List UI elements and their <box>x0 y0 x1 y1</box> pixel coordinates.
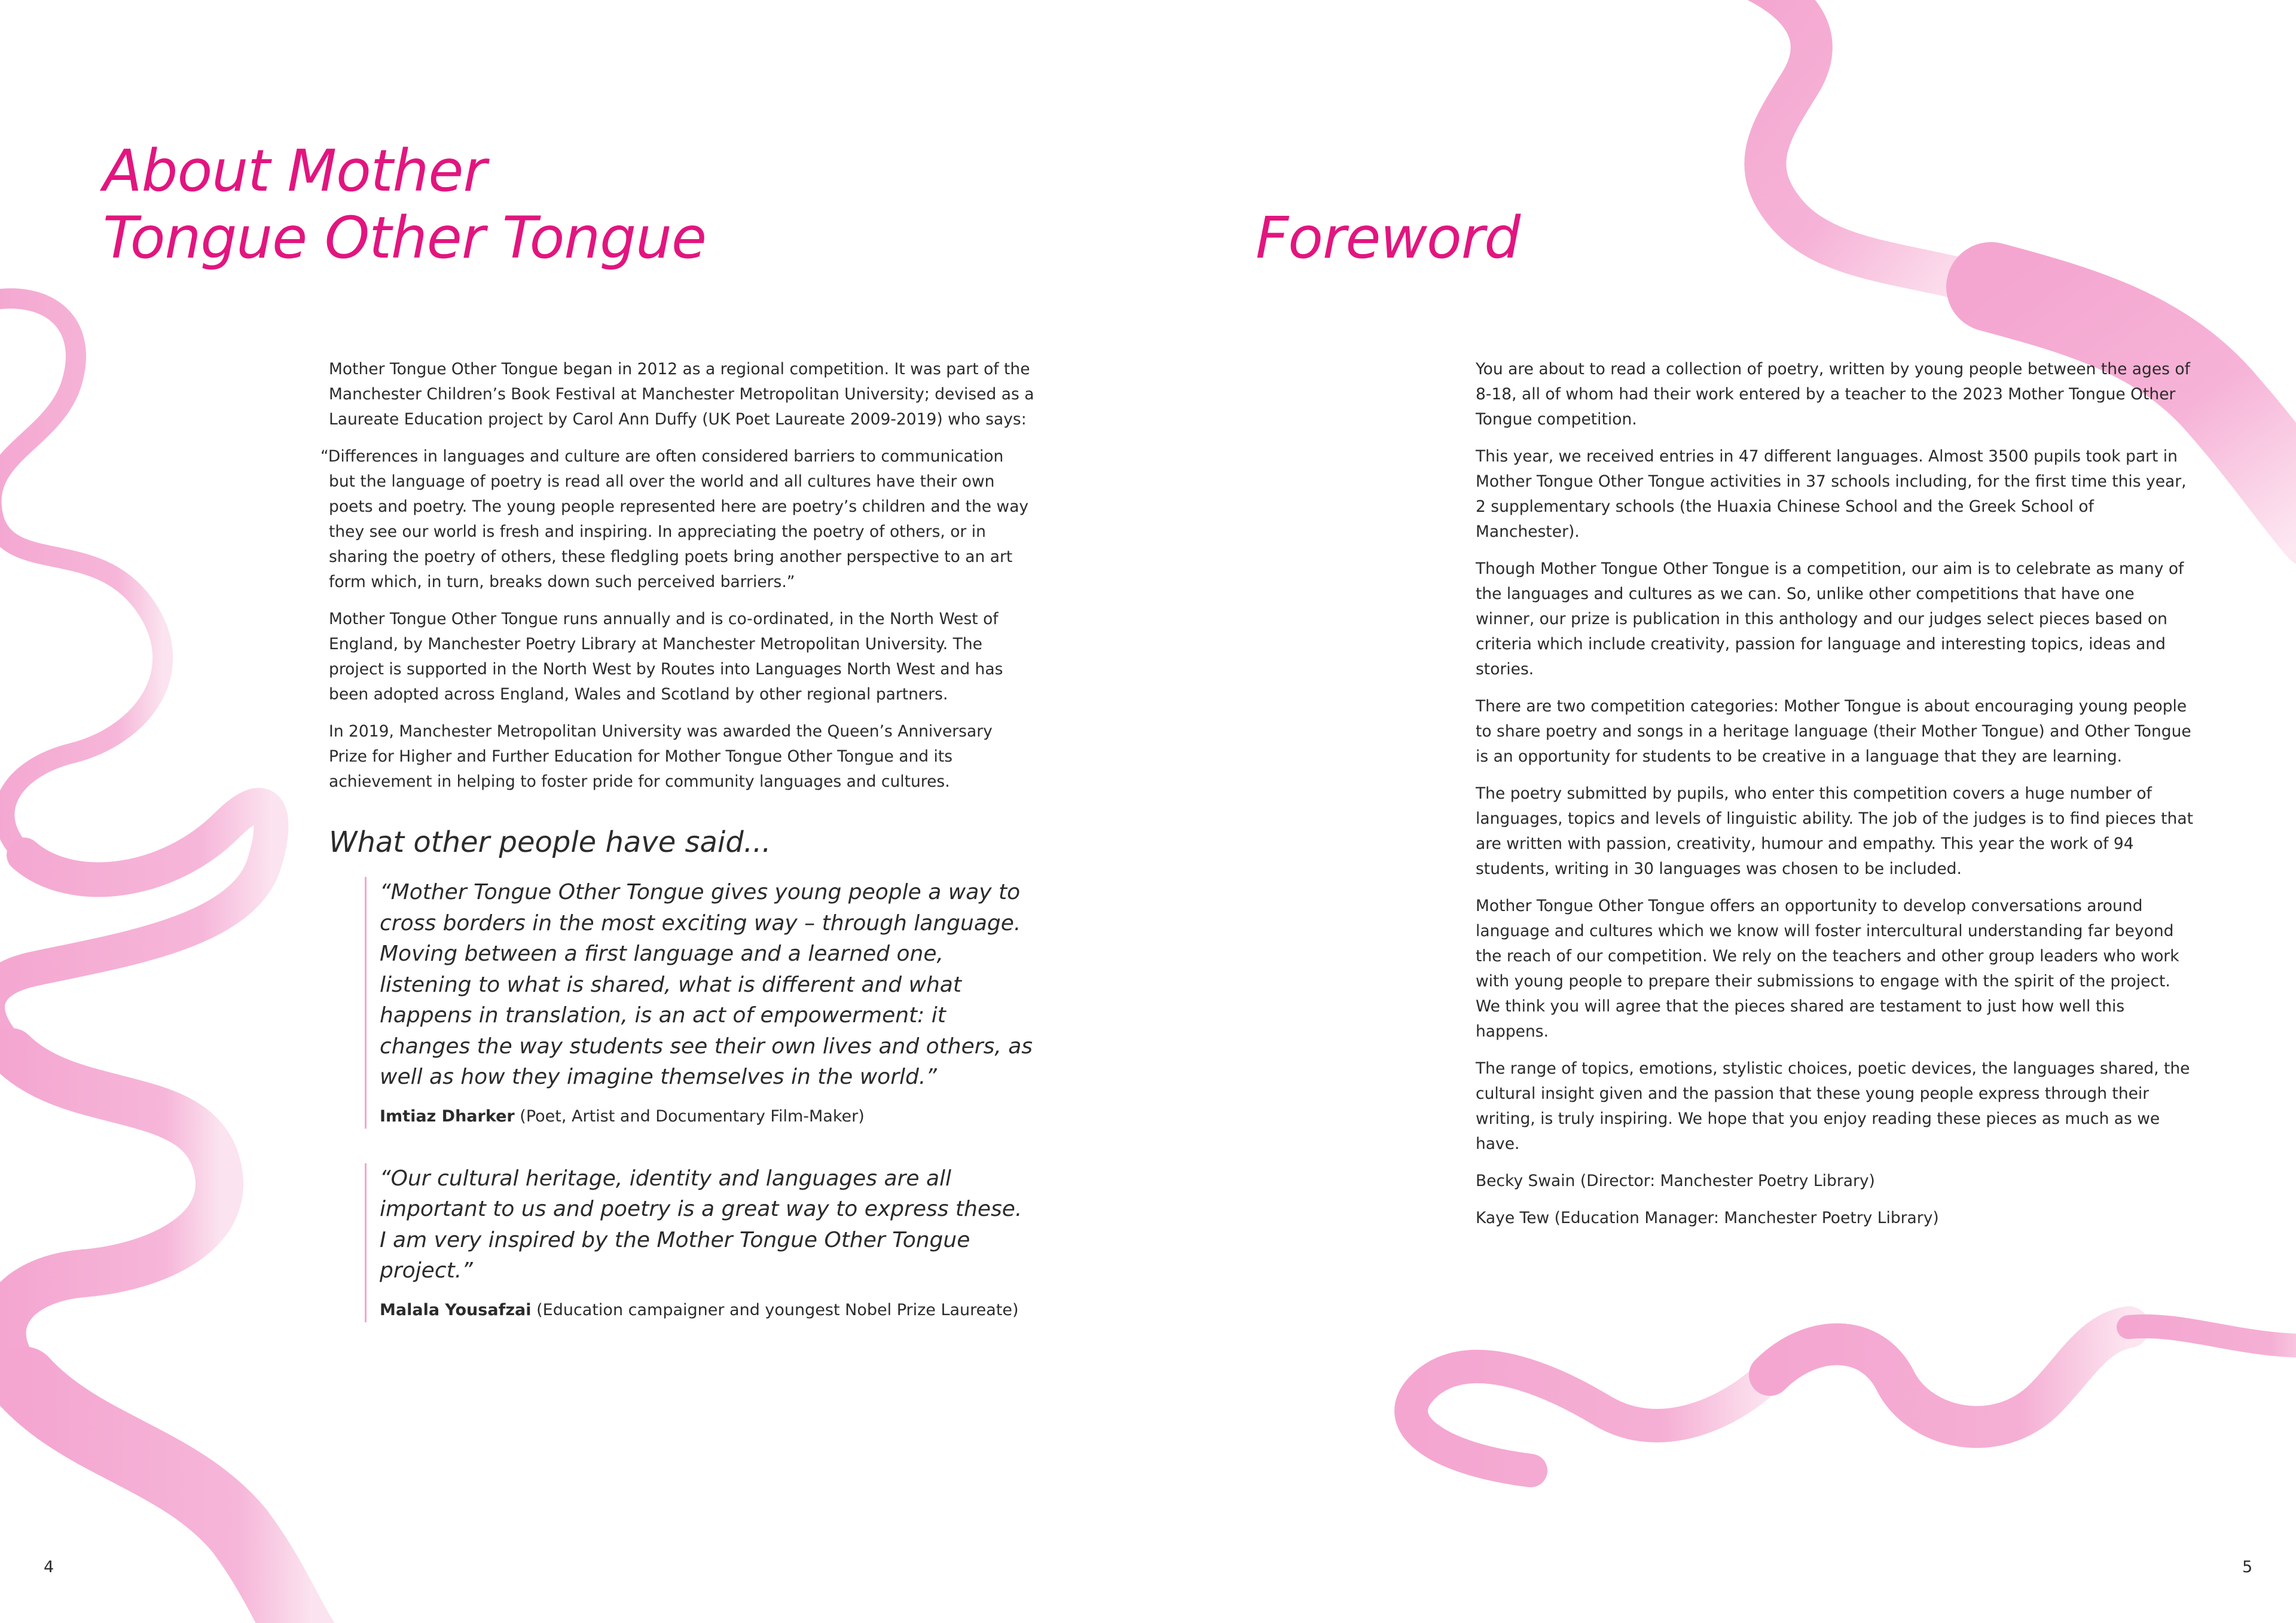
about-paragraph-2: Mother Tongue Other Tongue runs annually and is co-ordinated, in the North West of England, by Manchester Poetry Library at Manchester Metropolitan University. The project is supported in the North West by Routes into Languages North West and has been adopted across England, Wales and Scotland by other regional partners. <box>329 610 1003 704</box>
testimonial-author: Imtiaz Dharker <box>380 1107 515 1126</box>
testimonial-quote: “Mother Tongue Other Tongue gives young people a way to cross borders in the most exciting way – through language. Moving between a first language and a learned one, listening to what is shared, what is different and what happens in translation, is an act of empowerment: it changes the way students see their own lives and others, as well as how they imagine themselves in the world.” <box>380 880 1033 1089</box>
foreword-paragraph-2: This year, we received entries in 47 different languages. Almost 3500 pupils took part in Mother Tongue Other Tongue activities in 37 schools including, for the first time this year, 2 supplementary schools (the Huaxia Chinese School and the Greek School of Manchester). <box>1476 447 2187 541</box>
testimonial-role: (Education campaigner and youngest Nobel Prize Laureate) <box>531 1300 1019 1319</box>
bottom-right-ribbon <box>1411 1326 2296 1471</box>
foreword-paragraph-6: Mother Tongue Other Tongue offers an opportunity to develop conversations around language and cultures which we know will foster intercultural understanding far beyond the reach of our competition. We rely on the teachers and other group leaders who work with young people to prepare their submissions to engage with the spirit of the project. We think you will agree that the pieces shared are testament to just how well this happens. <box>1476 897 2179 1041</box>
about-paragraph-3: In 2019, Manchester Metropolitan University was awarded the Queen’s Anniversary Prize for Higher and Further Education for Mother Tongue Other Tongue and its achievement in helping to foster pride for community languages and cultures. <box>329 722 993 791</box>
testimonial-yousafzai <box>365 1163 1034 1322</box>
page-title-about <box>103 137 706 271</box>
foreword-paragraph-4: There are two competition categories: Mother Tongue is about encouraging young people to share poetry and songs in a heritage language (their Mother Tongue) and Other Tongue is an opportunity for students to be creative in a language that they are learning. <box>1476 697 2191 766</box>
foreword-body <box>1476 357 2193 1243</box>
signature-kaye-tew: Kaye Tew (Education Manager: Manchester Poetry Library) <box>1476 1209 1939 1227</box>
testimonial-author: Malala Yousafzai <box>380 1300 532 1319</box>
about-paragraph-1: Mother Tongue Other Tongue began in 2012 as a regional competition. It was part of the Manchester Children’s Book Festival at Manchester Metropolitan University; devised as a Laureate Education project by Carol Ann Duffy (UK Poet Laureate 2009-2019) who says: <box>329 360 1034 429</box>
testimonial-attribution <box>380 1105 1034 1129</box>
left-ribbon <box>0 298 311 1623</box>
testimonial-dharker <box>365 877 1034 1129</box>
foreword-paragraph-1: You are about to read a collection of poetry, written by young people between the ages of 8-18, all of whom had their work entered by a teacher to the 2023 Mother Tongue Other Tongue competition. <box>1476 360 2190 429</box>
foreword-paragraph-3: Though Mother Tongue Other Tongue is a competition, our aim is to celebrate as many of the languages and cultures as we can. So, unlike other competitions that have one winner, our prize is publication in this anthology and our judges select pieces based on criteria which include creativity, passion for language and interesting topics, ideas and stories. <box>1476 560 2184 678</box>
foreword-paragraph-7: The range of topics, emotions, stylistic choices, poetic devices, the languages shared, the cultural insight given and the passion that these young people express through their writing, is truly inspiring. We hope that you enjoy reading these pieces as much as we have. <box>1476 1059 2190 1153</box>
title-line-2: Tongue Other Tongue <box>103 204 707 271</box>
about-body <box>320 357 1034 1357</box>
testimonial-attribution <box>380 1298 1034 1322</box>
testimonial-quote: “Our cultural heritage, identity and languages are all important to us and poetry is a great way to express these. I am very inspired by the Mother Tongue Other Tongue project.” <box>380 1166 1022 1283</box>
foreword-paragraph-5: The poetry submitted by pupils, who enter this competition covers a huge number of languages, topics and levels of linguistic ability. The job of the judges is to find pieces that are written with passion, creativity, humour and empathy. This year the work of 94 students, writing in 30 languages was chosen to be included. <box>1476 784 2193 878</box>
page-number-right: 5 <box>2242 1558 2253 1576</box>
testimonial-role: (Poet, Artist and Documentary Film-Maker) <box>514 1107 865 1126</box>
page-title-foreword: Foreword <box>1256 204 1521 271</box>
duffy-quote: “Differences in languages and culture are often considered barriers to communication but the language of poetry is read all over the world and all cultures have their own poets and poetry. The young people represented here are poetry’s children and the way they see our world is fresh and inspiring. In appreciating the poetry of others, or in sharing the poetry of others, these fledgling poets bring another perspective to an art form which, in turn, breaks down such perceived barriers.” <box>320 447 1029 591</box>
title-line-1: About Mother <box>103 137 486 204</box>
page-number-left: 4 <box>44 1558 54 1576</box>
signature-becky-swain: Becky Swain (Director: Manchester Poetry Library) <box>1476 1172 1875 1190</box>
testimonials-heading: What other people have said... <box>329 826 771 859</box>
